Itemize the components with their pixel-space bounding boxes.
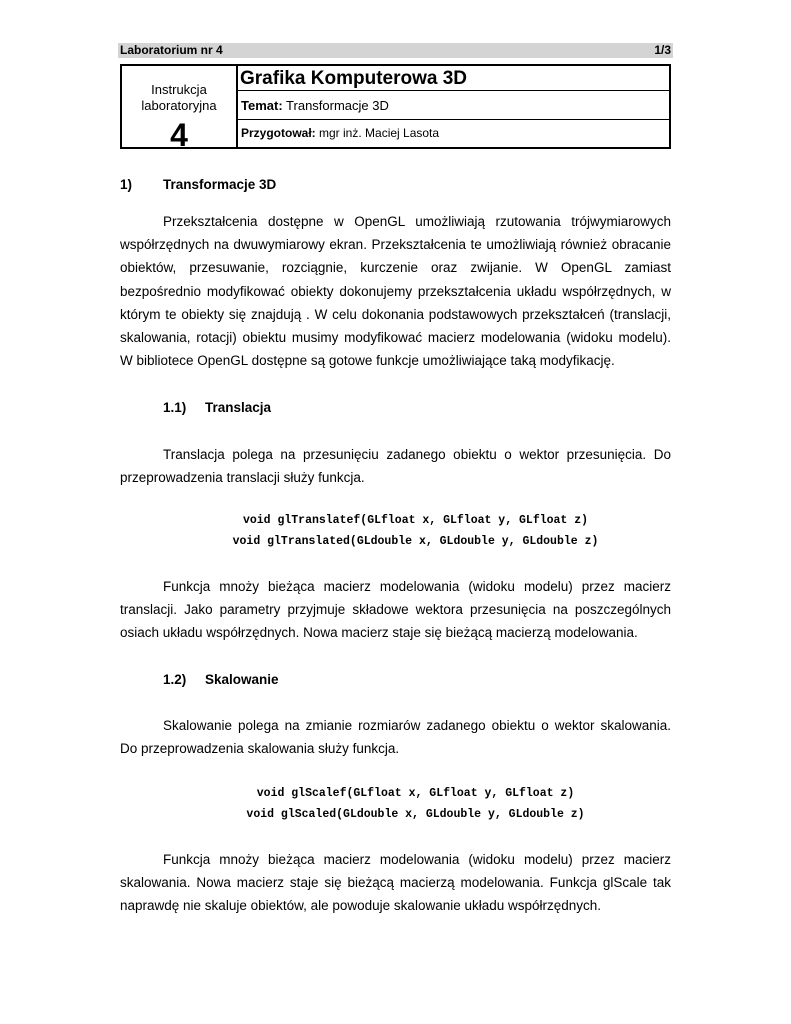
instruction-cell bbox=[122, 66, 238, 153]
section-1-1-heading: Translacja bbox=[205, 400, 272, 415]
title-block bbox=[120, 64, 671, 153]
page-number: 1/3 bbox=[654, 43, 671, 57]
topic-label: Temat: bbox=[241, 98, 283, 113]
section-1-2-number: 1.2) bbox=[163, 672, 187, 687]
code-gltranslated: void glTranslated(GLdouble x, GLdouble y, GLdouble z) bbox=[232, 535, 599, 548]
scaling-paragraph-1: Skalowanie polega na zmianie rozmiarów zadanego obiektu o wektor skalowania. Do przeprowadzenia skalowania służy funkcja. bbox=[120, 718, 671, 757]
page-header bbox=[118, 43, 673, 58]
topic-row bbox=[238, 91, 669, 120]
section-1-2-heading: Skalowanie bbox=[205, 672, 279, 687]
section-1-paragraph: Przekształcenia dostępne w OpenGL umożliwiają rzutowania trójwymiarowych współrzędnych na dwuwymiarowy ekran. Przekształcenia te umożliwiają również obracanie obiektów, przesuwanie, rozciągnie, kurczenie oraz zwijanie. W OpenGL zamiast bezpośrednio modyfikować obiekty dokonujemy przekształcenia układu współrzędnych, w którym te obiekty się znajdują . W celu dokonania podstawowych przekształceń (translacji, skalowania, rotacji) obiektu musimy modyfikować macierz modelowania (widoku modelu). W bibliotece OpenGL dostępne są gotowe funkcje umożliwiające taką modyfikację. bbox=[120, 214, 671, 369]
topic-value: Transformacje 3D bbox=[286, 98, 389, 113]
author-label: Przygotował: bbox=[241, 126, 316, 140]
code-gltranslatef: void glTranslatef(GLfloat x, GLfloat y, GLfloat z) bbox=[242, 514, 589, 527]
lab-number: Laboratorium nr 4 bbox=[120, 43, 223, 57]
section-1-1-number: 1.1) bbox=[163, 400, 187, 415]
author-value: mgr inż. Maciej Lasota bbox=[319, 126, 440, 140]
section-1-heading: Transformacje 3D bbox=[163, 177, 277, 192]
translation-paragraph-2: Funkcja mnoży bieżąca macierz modelowania (widoku modelu) przez macierz translacji. Jako parametry przyjmuje składowe wektora przesunięcia na poszczególnych osiach układu współrzędnych. Nowa macierz staje się bieżącą macierzą modelowania. bbox=[120, 579, 671, 641]
course-title: Grafika Komputerowa 3D bbox=[238, 66, 669, 91]
author-row bbox=[238, 120, 669, 147]
instruction-label-line2: laboratoryjna bbox=[141, 98, 217, 113]
instruction-label-line1: Instrukcja bbox=[151, 82, 207, 97]
translation-paragraph-1: Translacja polega na przesunięciu zadanego obiektu o wektor przesunięcia. Do przeprowadzenia translacji służy funkcja. bbox=[120, 447, 671, 486]
scaling-paragraph-2: Funkcja mnoży bieżąca macierz modelowania (widoku modelu) przez macierz skalowania. Nowa macierz staje się bieżącą macierzą modelowania. Funkcja glScale tak naprawdę nie skaluje obiektów, ale powoduje skalowanie układu współrzędnych. bbox=[120, 852, 671, 914]
code-glscaled: void glScaled(GLdouble x, GLdouble y, GLdouble z) bbox=[246, 808, 585, 821]
code-glscalef: void glScalef(GLfloat x, GLfloat y, GLfloat z) bbox=[256, 787, 575, 800]
section-1-number: 1) bbox=[120, 177, 133, 192]
instruction-number: 4 bbox=[170, 117, 188, 153]
